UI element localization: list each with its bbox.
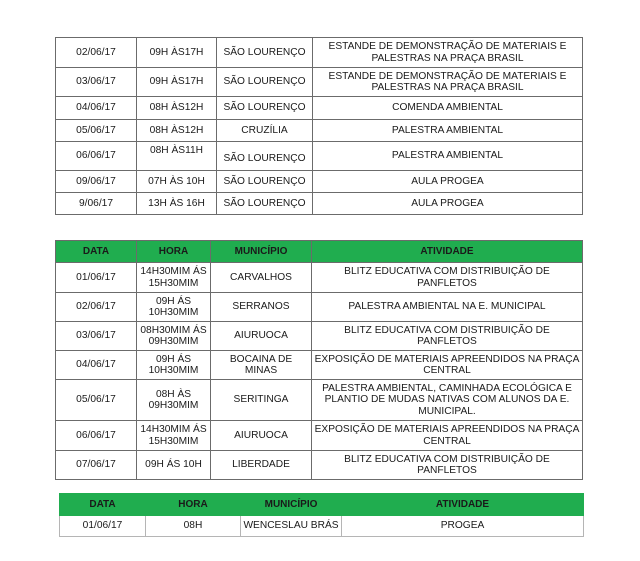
schedule-table-2 — [55, 240, 583, 480]
cell-atividade: ESTANDE DE DEMONSTRAÇÃO DE MATERIAIS E PALESTRAS NA PRAÇA BRASIL — [313, 68, 583, 97]
cell-data: 09/06/17 — [56, 171, 137, 193]
cell-atividade: PALESTRA AMBIENTAL NA E. MUNICIPAL — [312, 293, 583, 322]
cell-hora: 08H ÀS11H — [137, 142, 217, 171]
cell-hora: 08H ÀS12H — [137, 120, 217, 142]
cell-municipio: CARVALHOS — [211, 263, 312, 293]
cell-hora: 09H ÀS17H — [137, 38, 217, 68]
cell-atividade: PALESTRA AMBIENTAL — [313, 142, 583, 171]
cell-hora: 08H30MIM ÁS 09H30MIM — [137, 322, 211, 351]
cell-hora: 09H ÀS17H — [137, 68, 217, 97]
cell-atividade: PALESTRA AMBIENTAL — [313, 120, 583, 142]
cell-data: 04/06/17 — [56, 97, 137, 120]
cell-municipio: SERRANOS — [211, 293, 312, 322]
cell-data: 07/06/17 — [56, 451, 137, 480]
header-hora: HORA — [146, 494, 241, 516]
cell-data: 06/06/17 — [56, 142, 137, 171]
table-row — [56, 451, 583, 480]
table-header-row — [56, 241, 583, 263]
header-atividade: ATIVIDADE — [312, 241, 583, 263]
cell-municipio: SÃO LOURENÇO — [217, 97, 313, 120]
table-row — [56, 263, 583, 293]
cell-municipio: AIURUOCA — [211, 322, 312, 351]
cell-data: 04/06/17 — [56, 351, 137, 380]
cell-data: 02/06/17 — [56, 38, 137, 68]
header-hora: HORA — [137, 241, 211, 263]
table-row — [56, 322, 583, 351]
cell-hora: 08H ÀS 09H30MIM — [137, 380, 211, 421]
table-row — [56, 120, 583, 142]
cell-data: 05/06/17 — [56, 380, 137, 421]
cell-atividade: EXPOSIÇÃO DE MATERIAIS APREENDIDOS NA PRAÇA CENTRAL — [312, 351, 583, 380]
table-row — [56, 97, 583, 120]
cell-atividade: BLITZ EDUCATIVA COM DISTRIBUIÇÃO DE PANFLETOS — [312, 322, 583, 351]
cell-hora: 08H — [146, 516, 241, 537]
header-atividade: ATIVIDADE — [342, 494, 584, 516]
cell-municipio: SÃO LOURENÇO — [217, 193, 313, 215]
table-row — [56, 421, 583, 451]
header-data: DATA — [56, 241, 137, 263]
cell-municipio: SÃO LOURENÇO — [217, 171, 313, 193]
cell-atividade: EXPOSIÇÃO DE MATERIAIS APREENDIDOS NA PRAÇA CENTRAL — [312, 421, 583, 451]
cell-data: 05/06/17 — [56, 120, 137, 142]
table-row — [56, 193, 583, 215]
table-row — [56, 351, 583, 380]
cell-atividade: ESTANDE DE DEMONSTRAÇÃO DE MATERIAIS E PALESTRAS NA PRAÇA BRASIL — [313, 38, 583, 68]
cell-municipio: WENCESLAU BRÁS — [241, 516, 342, 537]
cell-data: 9/06/17 — [56, 193, 137, 215]
cell-data: 02/06/17 — [56, 293, 137, 322]
table-row — [60, 516, 584, 537]
cell-municipio: SÃO LOURENÇO — [217, 38, 313, 68]
cell-hora: 07H ÀS 10H — [137, 171, 217, 193]
header-data: DATA — [60, 494, 146, 516]
cell-hora: 09H ÁS 10H30MIM — [137, 293, 211, 322]
table-row — [56, 142, 583, 171]
table-row — [56, 171, 583, 193]
schedule-table-1 — [55, 37, 583, 215]
cell-hora: 09H ÁS 10H — [137, 451, 211, 480]
table-row — [56, 38, 583, 68]
schedule-table-3 — [59, 493, 584, 537]
cell-municipio: CRUZÍLIA — [217, 120, 313, 142]
cell-atividade: PROGEA — [342, 516, 584, 537]
cell-municipio: LIBERDADE — [211, 451, 312, 480]
header-municipio: MUNICÍPIO — [241, 494, 342, 516]
table-row — [56, 293, 583, 322]
cell-atividade: BLITZ EDUCATIVA COM DISTRIBUIÇÃO DE PANFLETOS — [312, 263, 583, 293]
cell-municipio: BOCAINA DE MINAS — [211, 351, 312, 380]
cell-municipio: SERITINGA — [211, 380, 312, 421]
cell-municipio: SÃO LOURENÇO — [217, 142, 313, 171]
table-header-row — [60, 494, 584, 516]
cell-data: 01/06/17 — [60, 516, 146, 537]
cell-atividade: AULA PROGEA — [313, 193, 583, 215]
cell-data: 03/06/17 — [56, 68, 137, 97]
cell-data: 06/06/17 — [56, 421, 137, 451]
table-row — [56, 68, 583, 97]
cell-data: 01/06/17 — [56, 263, 137, 293]
cell-hora: 14H30MIM ÁS 15H30MIM — [137, 421, 211, 451]
cell-municipio: SÃO LOURENÇO — [217, 68, 313, 97]
header-municipio: MUNICÍPIO — [211, 241, 312, 263]
cell-hora: 14H30MIM ÁS 15H30MIM — [137, 263, 211, 293]
cell-municipio: AIURUOCA — [211, 421, 312, 451]
cell-hora: 13H ÀS 16H — [137, 193, 217, 215]
table-row — [56, 380, 583, 421]
cell-atividade: PALESTRA AMBIENTAL, CAMINHADA ECOLÓGICA E PLANTIO DE MUDAS NATIVAS COM ALUNOS DA E. MUNICIPAL. — [312, 380, 583, 421]
cell-atividade: BLITZ EDUCATIVA COM DISTRIBUIÇÃO DE PANFLETOS — [312, 451, 583, 480]
cell-hora: 09H ÁS 10H30MIM — [137, 351, 211, 380]
cell-hora: 08H ÀS12H — [137, 97, 217, 120]
cell-data: 03/06/17 — [56, 322, 137, 351]
cell-atividade: COMENDA AMBIENTAL — [313, 97, 583, 120]
cell-atividade: AULA PROGEA — [313, 171, 583, 193]
